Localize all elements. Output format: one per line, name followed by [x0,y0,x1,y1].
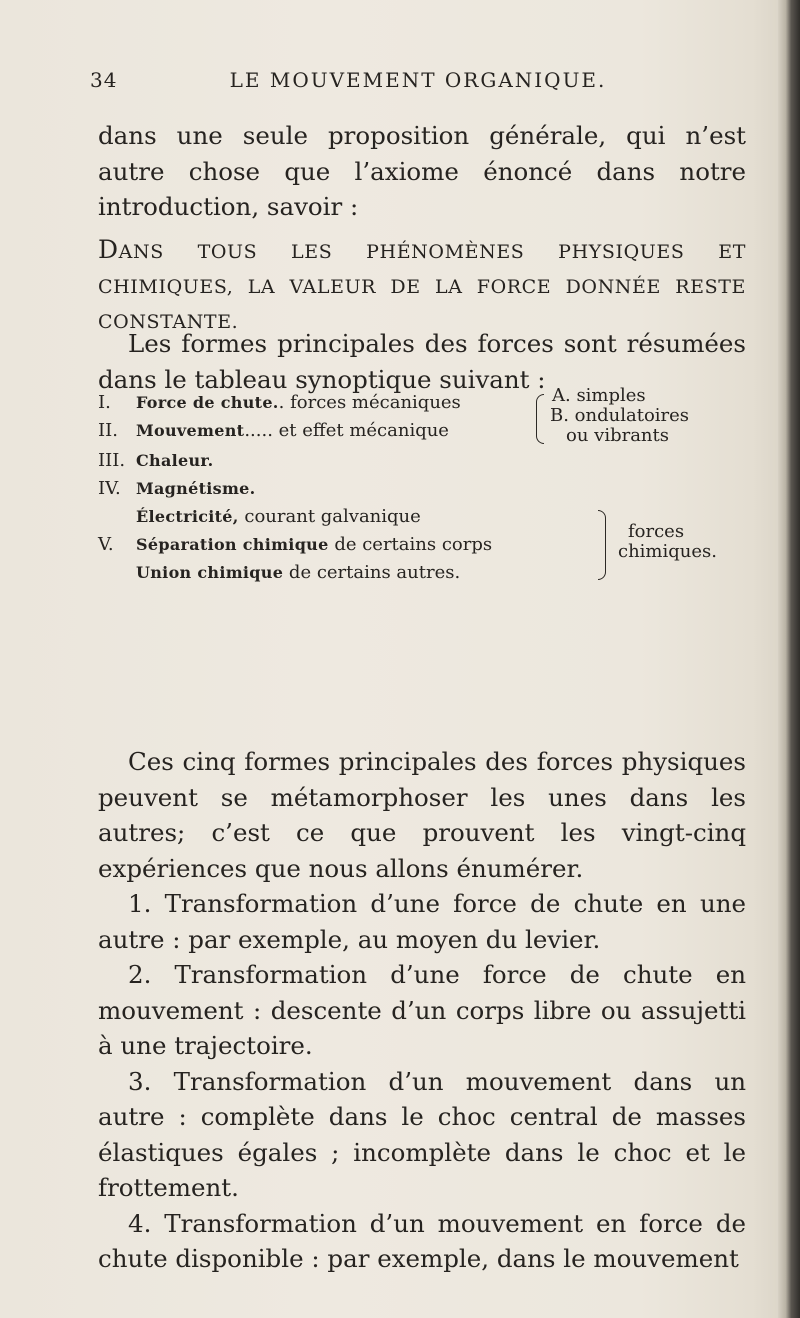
running-title: LE MOUVEMENT ORGANIQUE. [229,68,607,92]
main-text [98,744,746,1277]
brace-annotation-mechanical [550,386,750,446]
law-text: ANS TOUS LES PHÉNOMÈNES PHYSIQUES ET CHIMIQUES, LA VALEUR DE LA FORCE DONNÉE RESTE CONSTANTE. [98,241,746,333]
row-term: Mouvement [136,421,245,440]
paragraph: 3. Transformation d’un mouvement dans un autre : complète dans le choc central de masses élastiques égales ; incomplète dans le choc et le frottement. [98,1066,746,1202]
row-detail: . forces mécaniques [278,392,461,413]
running-head [90,62,746,96]
row-number: I. [98,392,111,413]
brace-annotation-chemical [618,522,748,562]
row-detail: de certains corps [328,534,493,555]
page-edge-shadow [778,0,800,1318]
table-intro-text: Les formes principales des forces sont résumées dans le tableau synoptique suivant : [98,329,746,394]
row-term: Séparation chimique [136,535,329,554]
row-detail: courant galvanique [238,506,421,527]
row-number: IV. [98,478,121,499]
row-detail: de certains autres. [283,562,461,583]
right-brace [598,510,606,580]
annotation-line: ou vibrants [566,425,669,446]
paragraph: 4. Transformation d’un mouvement en force de chute disponible : par exemple, dans le mouvement [98,1208,746,1273]
intro-text: dans une seule proposition générale, qui n’est autre chose que l’axiome énoncé dans notre introduction, savoir : [98,121,746,221]
annotation-line: B. ondulatoires [550,405,690,426]
page-number: 34 [90,68,118,92]
paragraph: 1. Transformation d’une force de chute en une autre : par exemple, au moyen du levier. [98,889,746,954]
conservation-law [98,232,746,340]
row-number: V. [98,534,114,555]
row-term: Union chimique [136,563,284,582]
row-term: Magnétisme. [136,479,256,498]
row-detail: ..... et effet mécanique [244,420,449,441]
intro-paragraph [98,118,746,225]
synoptic-table [98,385,746,722]
row-term: Électricité, [136,507,239,526]
annotation-line: chimiques. [618,541,717,562]
row-term: Force de chute. [136,393,279,412]
annotation-line: forces [628,521,685,542]
paragraph: Ces cinq formes principales des forces physiques peuvent se métamorphoser les unes dans les autres; c’est ce que prouvent les vingt-cinq expériences que nous allons énumérer. [98,747,746,883]
law-initial: D [98,235,119,264]
annotation-line: A. simples [552,385,646,406]
left-brace [536,394,544,444]
row-number: II. [98,420,118,441]
row-number: III. [98,450,126,471]
row-term: Chaleur. [136,451,214,470]
paragraph: 2. Transformation d’une force de chute en mouvement : descente d’un corps libre ou assujetti à une trajectoire. [98,960,746,1060]
